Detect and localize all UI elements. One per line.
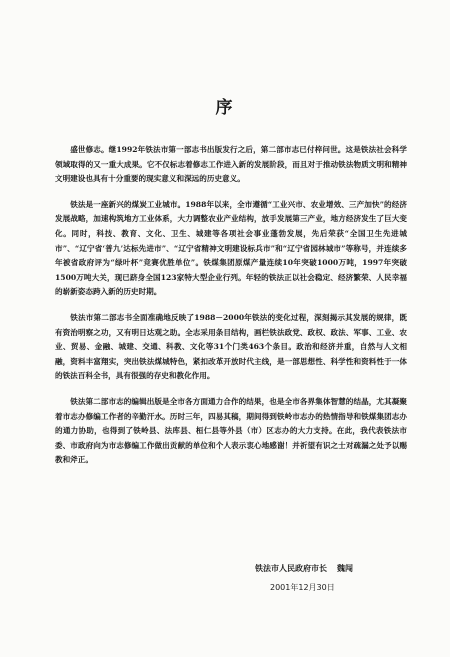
preface-body [55,143,407,479]
paragraph-1: 盛世修志。继1992年铁法市第一部志书出版发行之后，第二部市志已付梓问世。这是铁法社会科学领域取得的又一重大成果。它不仅标志着修志工作进入新的发展阶段，而且对于推动铁法物质文明和精神文明建设也具有十分重要的现实意义和深远的历史意义。 [55,145,407,184]
signature-name: 魏闯 [337,564,353,573]
paragraph-2: 铁法是一座新兴的煤炭工业城市。1988年以来，全市遵循“工业兴市、农业增效、三产加快”的经济发展战略，加速构筑地方工业体系，大力调整农业产业结构，放手发展第三产业，地方经济发生了巨大变化。同时，科技、教育、文化、卫生、城建等各项社会事业蓬勃发展，先后荣获“全国卫生先进城市”、“辽宁省‘普九’达标先进市”、“辽宁省精神文明建设标兵市”和“辽宁省园林城市”等称号，并连续多年被省政府评为“绿叶杯”竞赛优胜单位”。铁煤集团原煤产量连续10年突破1000万吨，1997年突破1500万吨大关，现已跻身全国123家特大型企业行列。年轻的铁法正以社会稳定、经济繁荣、人民幸福的崭新姿态跨入新的历史时期。 [55,199,407,297]
paragraph-3: 铁法市第二部志书全面准确地反映了1988－2000年铁法的变化过程，深刻揭示其发展的规律，既有资治明察之功，又有明日达观之助。全志采用条目结构，画栏铁法政党、政权、政法、军事、工业、农业、贸易、金融、城建、交通、科教、文化等31个门类463个条目。政治和经济并重，自然与人文相融，资料丰富翔实，突出铁法煤城特色，紧扣改革开放时代主线，是一部思想性、科学性和资料性于一体的铁法百科全书，具有很强的存史和教化作用。 [55,312,407,381]
document-date: 2001年12月30日 [270,583,335,592]
paragraph-4: 铁法第二部市志的编辑出版是全市各方面通力合作的结果，也是全市各界集体智慧的结晶，尤其凝聚着市志办修编工作者的辛勤汗水。历时三年，四易其稿，期间得到铁岭市志办的热情指导和铁煤集团志办的通力协助，也得到了铁岭县、法库县、桓仁县等外县（市）区志办的大力支持。在此，我代表铁法市委、市政府向为市志修编工作做出贡献的单位和个人表示衷心地感谢！并祈望有识之士对疏漏之处予以赐教和斧正。 [55,396,407,465]
signature-title: 铁法市人民政府市长 [255,564,327,573]
preface-title: 序 [215,98,235,118]
signature-line [255,563,353,574]
